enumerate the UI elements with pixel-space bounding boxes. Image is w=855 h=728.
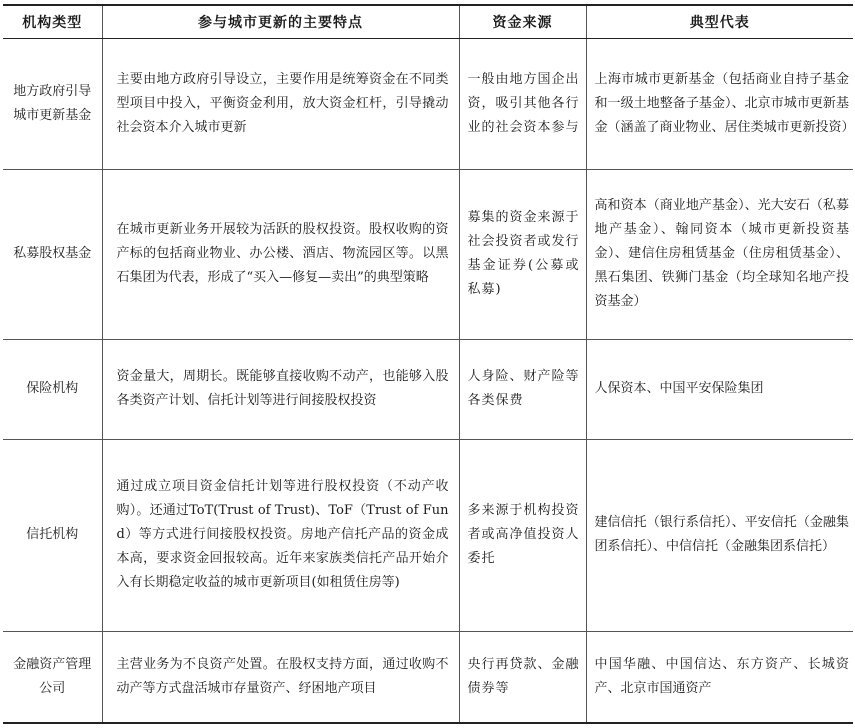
cell-funding-source: 一般由地方国企出资，吸引其他各行业的社会资本参与 — [459, 38, 586, 169]
cell-institution-type: 地方政府引导城市更新基金 — [3, 38, 102, 169]
cell-institution-type: 保险机构 — [3, 339, 102, 439]
table-row — [3, 631, 853, 723]
table-row — [3, 38, 853, 169]
cell-funding-source: 央行再贷款、金融债券等 — [459, 631, 586, 723]
header-representatives: 典型代表 — [586, 5, 853, 38]
cell-representatives: 建信信托（银行系信托）、平安信托（金融集团系信托）、中信信托（金融集团系信托） — [586, 439, 853, 631]
cell-funding-source: 募集的资金来源于社会投资者或发行基金证券(公募或私募) — [459, 169, 586, 339]
cell-institution-type: 金融资产管理公司 — [3, 631, 102, 723]
cell-institution-type: 私募股权基金 — [3, 169, 102, 339]
header-main-features: 参与城市更新的主要特点 — [102, 5, 459, 38]
cell-main-features: 资金量大，周期长。既能够直接收购不动产，也能够入股各类资产计划、信托计划等进行间接股权投资 — [102, 339, 459, 439]
cell-representatives: 中国华融、中国信达、东方资产、长城资产、北京市国通资产 — [586, 631, 853, 723]
header-funding-source: 资金来源 — [459, 5, 586, 38]
cell-main-features: 通过成立项目资金信托计划等进行股权投资（不动产收购）。还通过ToT(Trust of Trust)、ToF（Trust of Fund）等方式进行间接股权投资。房地产信托产品的资金成本高，要求资金回报较高。近年来家族类信托产品开始介入有长期稳定收益的城市更新项目(如租赁住房等) — [102, 439, 459, 631]
header-institution-type: 机构类型 — [3, 5, 102, 38]
cell-representatives: 高和资本（商业地产基金）、光大安石（私募地产基金）、翰同资本（城市更新投资基金）、建信住房租赁基金（住房租赁基金）、黑石集团、铁狮门基金（均全球知名地产投资基金） — [586, 169, 853, 339]
table-header-row — [3, 5, 853, 38]
funding-institutions-table — [3, 4, 853, 724]
cell-funding-source: 多来源于机构投资者或高净值投资人委托 — [459, 439, 586, 631]
cell-representatives: 上海市城市更新基金（包括商业自持子基金和一级土地整备子基金）、北京市城市更新基金（涵盖了商业物业、居住类城市更新投资） — [586, 38, 853, 169]
cell-institution-type: 信托机构 — [3, 439, 102, 631]
table-row — [3, 439, 853, 631]
cell-main-features: 主要由地方政府引导设立，主要作用是统筹资金在不同类型项目中投入，平衡资金利用，放大资金杠杆，引导撬动社会资本介入城市更新 — [102, 38, 459, 169]
funding-institutions-table-container — [3, 4, 853, 724]
cell-representatives: 人保资本、中国平安保险集团 — [586, 339, 853, 439]
cell-main-features: 在城市更新业务开展较为活跃的股权投资。股权收购的资产标的包括商业物业、办公楼、酒店、物流园区等。以黑石集团为代表，形成了“买入—修复—卖出”的典型策略 — [102, 169, 459, 339]
cell-main-features: 主营业务为不良资产处置。在股权支持方面，通过收购不动产等方式盘活城市存量资产、纾困地产项目 — [102, 631, 459, 723]
cell-funding-source: 人身险、财产险等各类保费 — [459, 339, 586, 439]
table-row — [3, 339, 853, 439]
table-row — [3, 169, 853, 339]
